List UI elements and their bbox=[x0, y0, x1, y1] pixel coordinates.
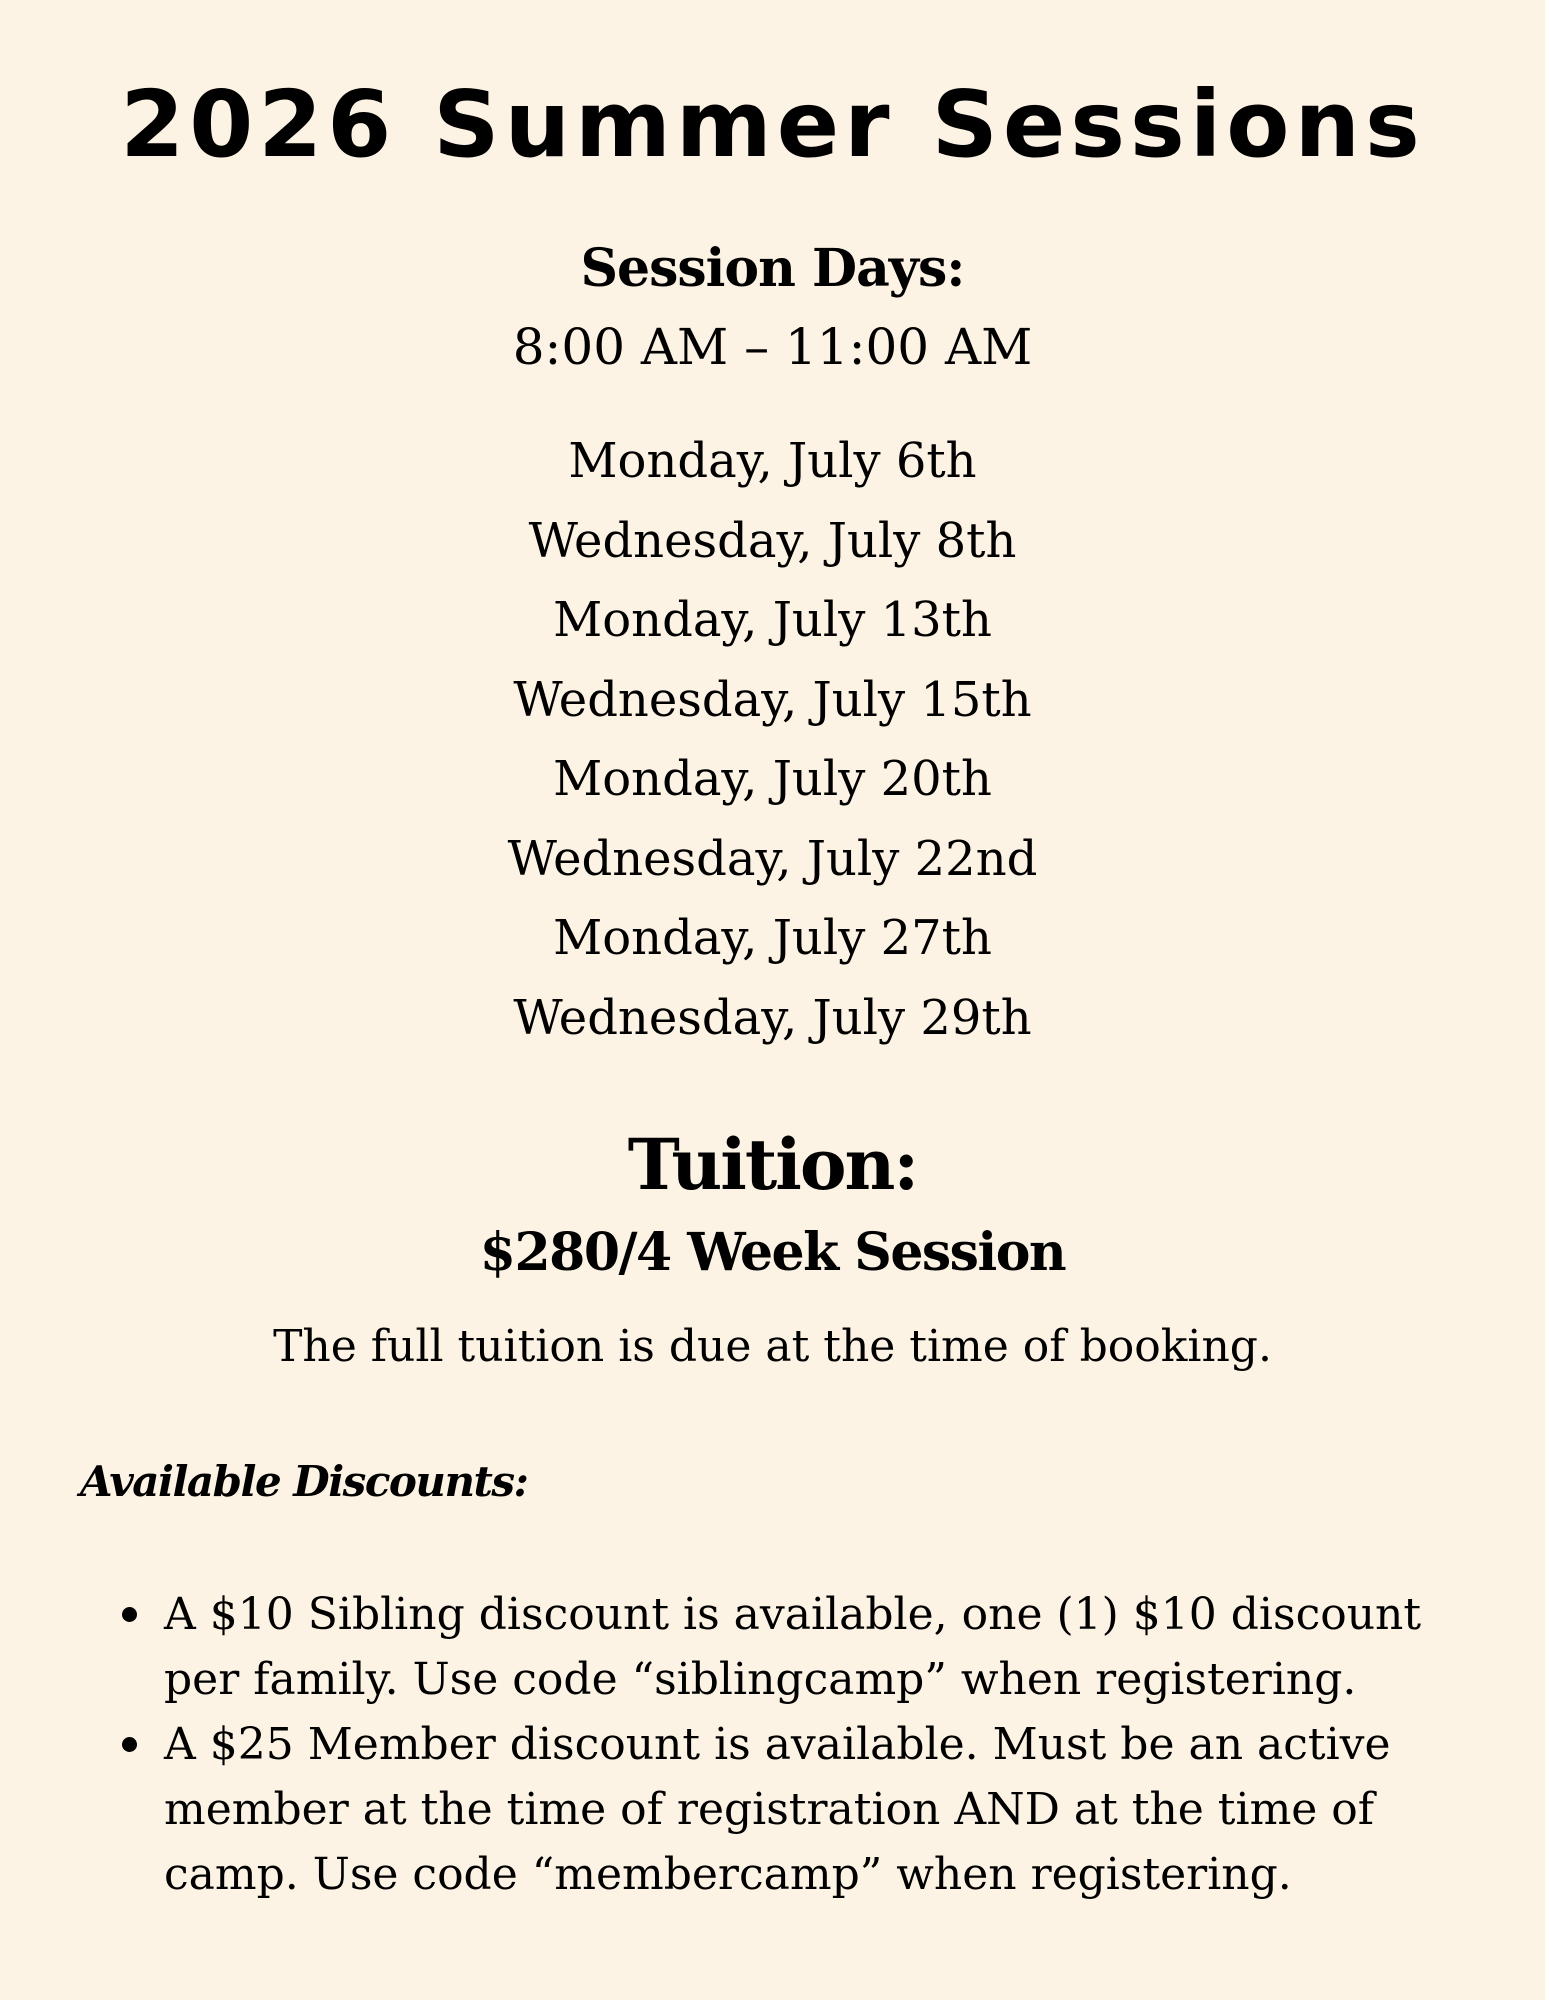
discount-text: A $10 Sibling discount is available, one (1) $10 discount per family. Use code “siblingcamp” when registering. bbox=[164, 1589, 1422, 1705]
page-title: 2026 Summer Sessions bbox=[120, 71, 1425, 178]
discount-text: A $25 Member discount is available. Must be an active member at the time of registration AND at the time of camp. Use code “membercamp” when registering. bbox=[164, 1719, 1391, 1900]
bullet-icon bbox=[122, 1607, 137, 1622]
session-date: Monday, July 6th bbox=[568, 433, 977, 489]
session-date: Wednesday, July 29th bbox=[513, 989, 1032, 1046]
discount-item-member bbox=[0, 1712, 1545, 1907]
discount-item-sibling bbox=[0, 1582, 1545, 1712]
tuition-heading: Tuition: bbox=[627, 1123, 918, 1206]
session-date: Monday, July 27th bbox=[553, 910, 992, 966]
session-dates-list bbox=[0, 422, 1545, 1058]
discount-list bbox=[0, 1582, 1545, 1907]
bullet-icon bbox=[122, 1737, 137, 1752]
session-date: Monday, July 20th bbox=[553, 751, 992, 807]
tuition-price: $280/4 Week Session bbox=[479, 1222, 1066, 1283]
session-date: Wednesday, July 22nd bbox=[507, 830, 1038, 887]
discounts-heading: Available Discounts: bbox=[80, 1457, 528, 1506]
session-date: Wednesday, July 15th bbox=[513, 671, 1032, 728]
session-days-heading: Session Days: bbox=[580, 238, 965, 299]
tuition-note: The full tuition is due at the time of booking. bbox=[273, 1321, 1272, 1372]
session-time: 8:00 AM – 11:00 AM bbox=[512, 318, 1033, 376]
session-date: Wednesday, July 8th bbox=[528, 512, 1017, 569]
session-date: Monday, July 13th bbox=[553, 592, 992, 648]
